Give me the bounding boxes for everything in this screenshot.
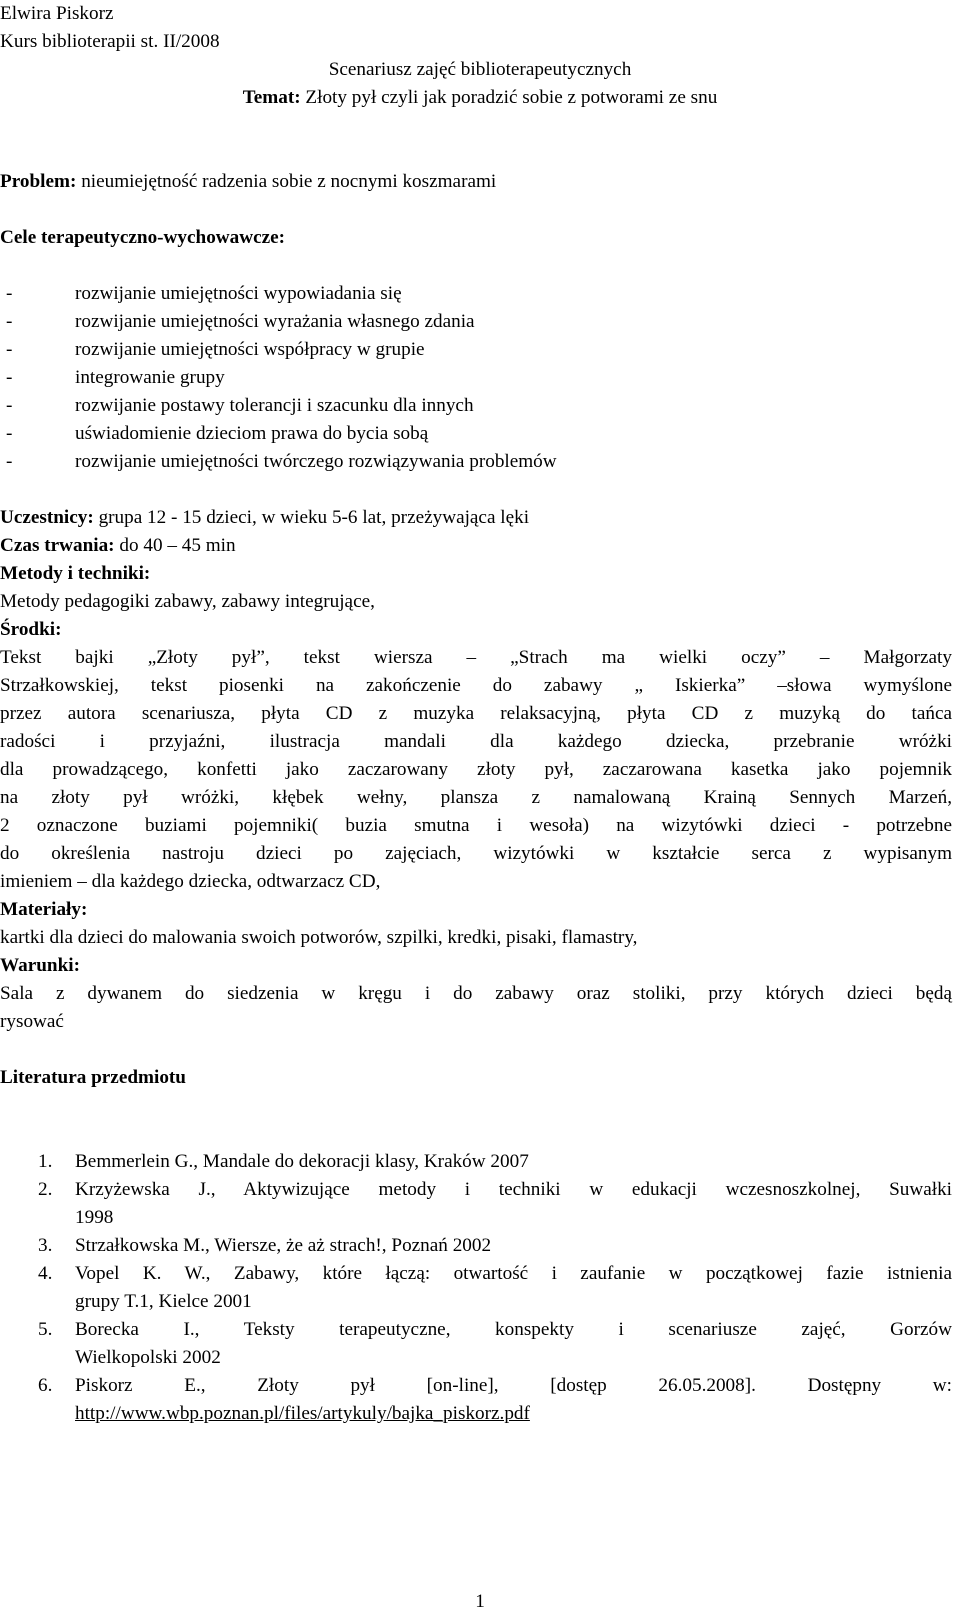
reference-text: grupy T.1, Kielce 2001 (75, 1291, 252, 1312)
reference-text: Piskorz E., Złoty pył [on-line], [dostęp 26.05.2008]. Dostępny w: (75, 1375, 952, 1396)
reference-text: Bemmerlein G., Mandale do dekoracji klasy, Kraków 2007 (75, 1151, 529, 1172)
paragraph-line: Sala z dywanem do siedzenia w kręgu i do zabawy oraz stoliki, przy których dzieci będą (0, 983, 952, 1004)
literature-heading: Literatura przedmiotu (0, 1067, 186, 1088)
duration-text: do 40 – 45 min (114, 535, 236, 556)
duration-line (0, 536, 236, 555)
topic-label: Temat: (242, 87, 301, 108)
goal-text: rozwijanie umiejętności współpracy w grupie (75, 339, 425, 360)
list-number: 4. (38, 1263, 53, 1284)
list-number: 3. (38, 1235, 53, 1256)
list-number: 2. (38, 1179, 53, 1200)
participants-line (0, 508, 529, 527)
reference-text: 1998 (75, 1207, 114, 1228)
methods-text: Metody pedagogiki zabawy, zabawy integrujące, (0, 591, 375, 612)
paragraph-line: do określenia nastroju dzieci po zajęciach, wizytówki w kształcie serca z wypisanym (0, 843, 952, 864)
reference-text: Vopel K. W., Zabawy, które łączą: otwartość i zaufanie w początkowej fazie istnienia (75, 1263, 952, 1284)
reference-text: Krzyżewska J., Aktywizujące metody i techniki w edukacji wczesnoszkolnej, Suwałki (75, 1179, 952, 1200)
author-name: Elwira Piskorz (0, 3, 114, 24)
duration-label: Czas trwania: (0, 535, 115, 556)
list-bullet: - (6, 395, 13, 416)
paragraph-line: przez autora scenariusza, płyta CD z muzyka relaksacyjną, płyta CD z muzyką do tańca (0, 703, 952, 724)
course-name: Kurs biblioterapii st. II/2008 (0, 31, 220, 52)
list-bullet: - (6, 451, 13, 472)
participants-label: Uczestnicy: (0, 507, 94, 528)
means-heading: Środki: (0, 619, 62, 640)
list-number: 5. (38, 1319, 53, 1340)
paragraph-line: rysować (0, 1011, 64, 1032)
list-number: 1. (38, 1151, 53, 1172)
goal-text: rozwijanie umiejętności wypowiadania się (75, 283, 402, 304)
list-bullet: - (6, 339, 13, 360)
problem-line (0, 172, 496, 191)
materials-heading: Materiały: (0, 899, 88, 920)
paragraph-line: dla prowadzącego, konfetti jako zaczarowany złoty pył, zaczarowana kasetka jako pojemnik (0, 759, 952, 780)
paragraph-line: 2 oznaczone buziami pojemniki( buzia smutna i wesoła) na wizytówki dzieci - potrzebne (0, 815, 952, 836)
materials-text: kartki dla dzieci do malowania swoich potworów, szpilki, kredki, pisaki, flamastry, (0, 927, 638, 948)
reference-text: Wielkopolski 2002 (75, 1347, 221, 1368)
list-bullet: - (6, 423, 13, 444)
goal-text: integrowanie grupy (75, 367, 225, 388)
goal-text: rozwijanie postawy tolerancji i szacunku dla innych (75, 395, 474, 416)
goals-heading: Cele terapeutyczno-wychowawcze: (0, 227, 286, 248)
paragraph-line: Tekst bajki „Złoty pył”, tekst wiersza – „Strach ma wielki oczy” – Małgorzaty (0, 647, 952, 668)
list-bullet: - (6, 283, 13, 304)
page-number: 1 (475, 1591, 485, 1612)
participants-text: grupa 12 - 15 dzieci, w wieku 5-6 lat, przeżywająca lęki (93, 507, 530, 528)
goal-text: rozwijanie umiejętności twórczego rozwiązywania problemów (75, 451, 557, 472)
list-bullet: - (6, 367, 13, 388)
paragraph-line: Strzałkowskiej, tekst piosenki na zakończenie do zabawy „ Iskierka” –słowa wymyślone (0, 675, 952, 696)
list-number: 6. (38, 1375, 53, 1396)
goal-text: uświadomienie dzieciom prawa do bycia sobą (75, 423, 429, 444)
reference-link[interactable]: http://www.wbp.poznan.pl/files/artykuly/bajka_piskorz.pdf (75, 1403, 530, 1424)
topic-text: Złoty pył czyli jak poradzić sobie z potworami ze snu (300, 87, 718, 108)
problem-text: nieumiejętność radzenia sobie z nocnymi koszmarami (76, 171, 497, 192)
methods-heading: Metody i techniki: (0, 563, 151, 584)
paragraph-line: na złoty pył wróżki, kłębek wełny, plansza z namalowaną Krainą Sennych Marzeń, (0, 787, 952, 808)
conditions-heading: Warunki: (0, 955, 80, 976)
reference-text: Strzałkowska M., Wiersze, że aż strach!, Poznań 2002 (75, 1235, 492, 1256)
paragraph-line: radości i przyjaźni, ilustracja mandali dla każdego dziecka, przebranie wróżki (0, 731, 952, 752)
document-subtitle: Scenariusz zajęć biblioterapeutycznych (328, 59, 632, 80)
list-bullet: - (6, 311, 13, 332)
topic-line (0, 88, 960, 107)
problem-label: Problem: (0, 171, 77, 192)
paragraph-line: imieniem – dla każdego dziecka, odtwarzacz CD, (0, 871, 381, 892)
goal-text: rozwijanie umiejętności wyrażania własnego zdania (75, 311, 475, 332)
reference-text: Borecka I., Teksty terapeutyczne, konspekty i scenariusze zajęć, Gorzów (75, 1319, 952, 1340)
